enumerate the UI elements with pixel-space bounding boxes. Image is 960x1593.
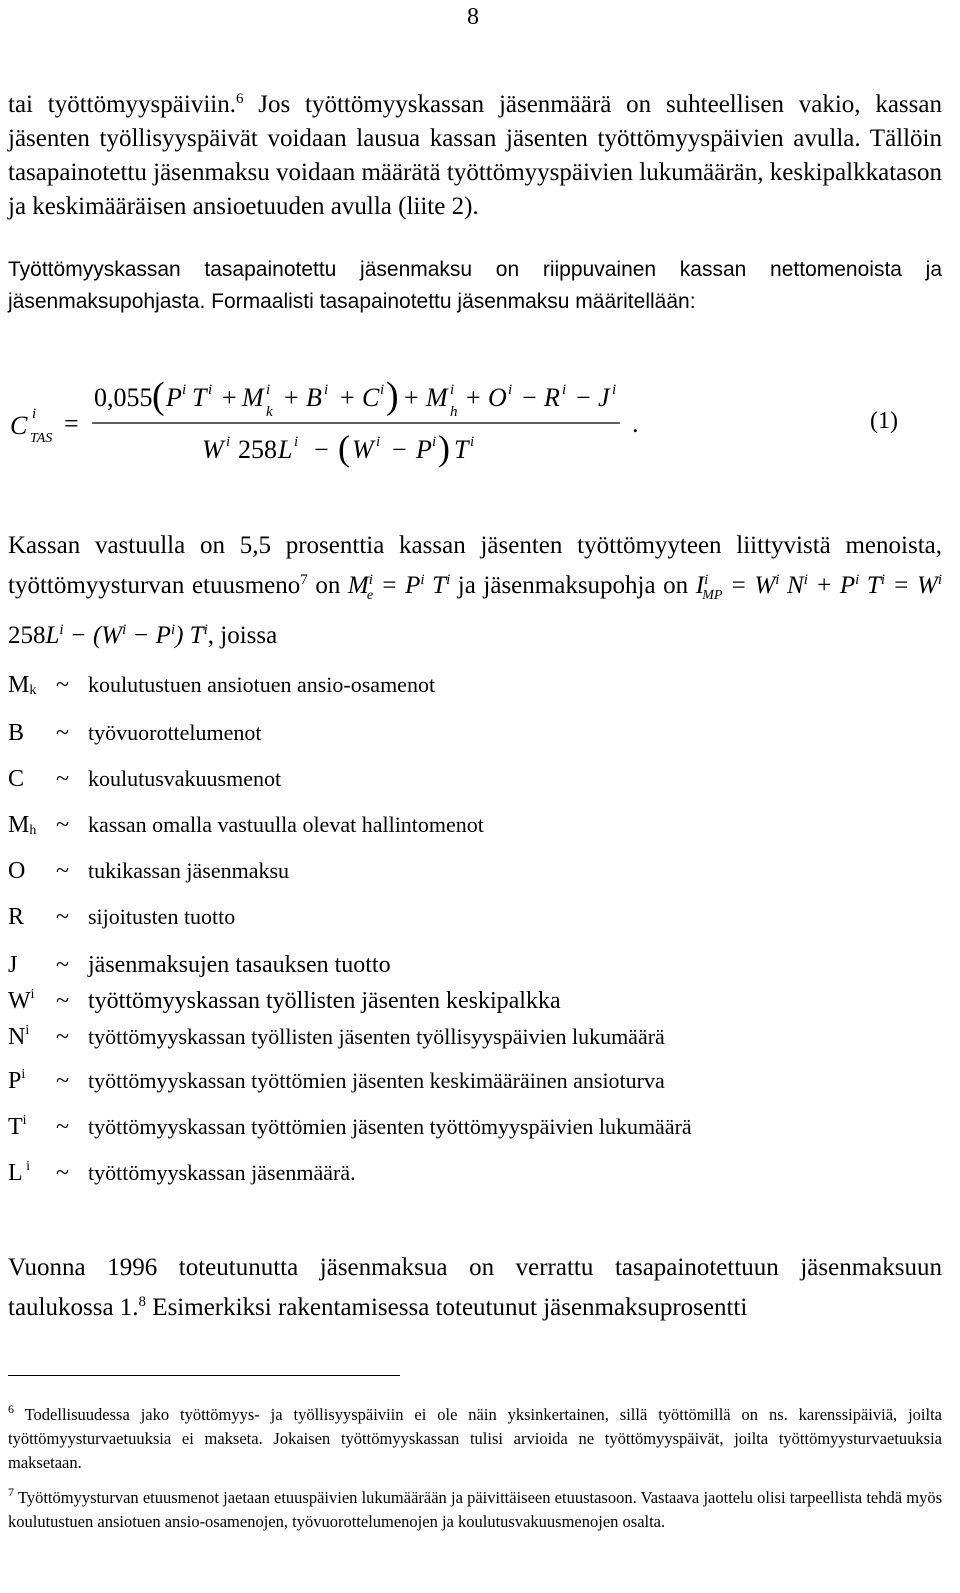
symbol-letter: N	[8, 1024, 26, 1050]
definition-symbol	[8, 1068, 25, 1095]
definition-description: sijoitusten tuotto	[88, 904, 236, 929]
definition-symbol	[8, 1024, 29, 1051]
sup-i: i	[294, 434, 299, 450]
tilde-separator: ~	[56, 766, 69, 792]
paren-close: )	[438, 428, 450, 468]
tilde-separator: ~	[56, 1114, 69, 1140]
sup-i: i	[450, 382, 455, 398]
symbol-letter: R	[8, 904, 25, 930]
eq-num-r: R	[544, 383, 560, 412]
definition-symbol	[8, 672, 36, 699]
symbol-superscript: i	[21, 1067, 26, 1082]
equation-formula	[8, 360, 868, 470]
sub-h: h	[450, 404, 458, 420]
symbol-letter: J	[8, 952, 18, 978]
eq-plus: +	[284, 383, 299, 412]
definition-symbol	[8, 858, 25, 885]
sup-i: i	[376, 434, 381, 450]
definition-description: työttömyyskassan työttömien jäsenten työttömyyspäivien lukumäärä	[88, 1114, 692, 1139]
eq-lhs-sub: TAS	[30, 431, 53, 446]
symbol-letter: C	[8, 766, 25, 792]
footnote-text: Todellisuudessa jako työttömyys- ja työllisyyspäiviin ei ole näin yksinkertainen, sillä työttömillä on ns. karenssipäiviä, joilta työttömyysturvaetuuksia ei makseta. Jokaisen työttömyyskassan tulisi arvioida ne työttömyyspäivät, joilta työttömyysturvaetuuksia maksetaan.	[8, 1405, 942, 1472]
tilde-separator: ~	[56, 1024, 69, 1050]
tilde-separator: ~	[56, 672, 69, 698]
definition-symbol	[8, 904, 24, 931]
eq-coefficient: 0,055	[94, 383, 153, 412]
eq-num-c: C	[362, 383, 380, 412]
eq-den-w: W	[202, 435, 224, 464]
eq-plus: +	[404, 383, 419, 412]
footnote-ref-8[interactable]: 8	[138, 1294, 147, 1310]
explanation-text-1: Kassan vastuulla on 5,5 prosenttia kassan jäsenten työttömyyteen liittyvistä menoista, työttömyysturvan etuusmeno	[8, 532, 942, 599]
definition-description: jäsenmaksujen tasauksen tuotto	[88, 952, 391, 978]
sup-i: i	[612, 382, 617, 398]
tilde-separator: ~	[56, 858, 69, 884]
comparison-text-2: Esimerkiksi rakentamisessa toteutunut jäsenmaksuprosentti	[146, 1294, 748, 1321]
eq-lhs: C	[10, 411, 28, 440]
definition-symbol	[8, 1114, 27, 1141]
eq-num-o: O	[488, 383, 507, 412]
explanation-text-2: on	[307, 572, 348, 599]
eq-period: .	[632, 409, 639, 438]
tilde-separator: ~	[56, 904, 69, 930]
symbol-subscript: h	[29, 823, 37, 838]
definition-description: työttömyyskassan jäsenmäärä.	[88, 1160, 356, 1185]
definition-description: työvuorottelumenot	[88, 720, 262, 745]
definition-symbol	[8, 720, 24, 747]
definition-description: koulutustuen ansiotuen ansio-osamenot	[88, 672, 436, 697]
eq-minus: −	[522, 383, 537, 412]
eq-num-b: B	[306, 383, 322, 412]
tilde-separator: ~	[56, 720, 69, 746]
tilde-separator: ~	[56, 1160, 69, 1186]
eq-lhs-sup: i	[32, 406, 37, 422]
definition-symbol	[8, 812, 36, 839]
symbol-letter: W	[8, 988, 31, 1014]
symbol-superscript: i	[22, 1113, 27, 1128]
sup-i: i	[470, 434, 475, 450]
tilde-separator: ~	[56, 952, 69, 978]
symbol-letter: M	[8, 812, 30, 838]
sup-i: i	[226, 434, 231, 450]
definition-symbol	[8, 952, 17, 979]
explanation-text-3: ja jäsenmaksupohja on	[450, 572, 696, 599]
symbol-letter: T	[8, 1114, 23, 1140]
formula-imp: $I^i_{MP} = W^i$ $N^i + P^i$ $T^i = W^i$ $258L^i - (W^i - P^i)$ $T^i$	[8, 572, 943, 649]
definition-symbol	[8, 766, 24, 793]
eq-plus: +	[222, 383, 237, 412]
footnote-7	[8, 1486, 942, 1534]
eq-plus: +	[466, 383, 481, 412]
paragraph-comparison	[8, 1248, 942, 1328]
symbol-letter: P	[8, 1068, 22, 1094]
symbol-subscript: k	[29, 683, 37, 698]
eq-equals: =	[64, 409, 79, 438]
tilde-separator: ~	[56, 812, 69, 838]
footnote-ref-6[interactable]: 6	[235, 91, 244, 107]
definition-description: työttömyyskassan työttömien jäsenten keskimääräinen ansioturva	[88, 1068, 665, 1093]
definition-symbol	[8, 988, 35, 1015]
symbol-letter: B	[8, 720, 25, 746]
formula-me: $M^i_e = P^i$ $T^i$	[347, 572, 451, 603]
eq-plus: +	[340, 383, 355, 412]
footnote-text: Työttömyysturvan etuusmenot jaetaan etuuspäivien lukumäärään ja päivittäiseen etuustasoon. Vastaava jaottelu olisi tarpeellista tehdä myös koulutustuen ansiotuen ansio-osamenojen, työvuorottelumenojen ja koulutusvakuusmenojen osalta.	[8, 1488, 942, 1531]
equation-block	[8, 360, 942, 470]
paragraph-explanation	[8, 526, 942, 656]
equation-number: (1)	[870, 408, 898, 434]
footnote-separator	[8, 1375, 400, 1376]
sup-i: i	[432, 434, 437, 450]
paragraph-definition-intro: Työttömyyskassan tasapainotettu jäsenmaksu on riippuvainen kassan nettomenoista ja jäsenmaksupohjasta. Formaalisti tasapainotettu jäsenmaksu määritellään:	[8, 258, 942, 313]
symbol-superscript: i	[22, 1159, 31, 1174]
paren-close: )	[386, 375, 399, 417]
sup-i: i	[380, 382, 385, 398]
footnote-ref-7[interactable]: 7	[300, 572, 308, 588]
footnote-number: 7	[8, 1485, 14, 1499]
footnote-6	[8, 1403, 942, 1475]
explanation-text-4: , joissa	[207, 622, 278, 649]
footnote-number: 6	[8, 1402, 14, 1416]
sup-i: i	[324, 382, 329, 398]
eq-num-mk: M	[242, 383, 264, 412]
eq-den-t: T	[454, 435, 469, 464]
symbol-letter: O	[8, 858, 26, 884]
eq-den-l: L	[278, 435, 293, 464]
definition-description: työttömyyskassan työllisten jäsenten työllisyyspäivien lukumäärä	[88, 1024, 665, 1049]
eq-den-w2: W	[352, 435, 374, 464]
definition-description: koulutusvakuusmenot	[88, 766, 282, 791]
eq-den-258: 258	[238, 435, 277, 464]
symbol-letter: M	[8, 672, 30, 698]
eq-num-t: T	[192, 383, 207, 412]
eq-num-mh: M	[426, 383, 448, 412]
paragraph-intro-start: tai työttömyyspäiviin.	[8, 91, 236, 118]
symbol-superscript: i	[25, 1023, 30, 1038]
eq-num-p: P	[166, 383, 182, 412]
page-number: 8	[467, 4, 479, 30]
paragraph-intro-rest: Jos työttömyyskassan jäsenmäärä on suhteellisen vakio, kassan jäsenten työllisyyspäivät voidaan lausua kassan jäsenten työttömyyspäivien avulla. Tällöin tasapainotettu jäsenmaksu voidaan määrätä työttömyyspäivien lukumäärän, keskipalkkatason ja keskimääräisen ansioetuuden avulla (liite 2).	[8, 91, 942, 220]
symbol-letter: L	[8, 1160, 23, 1186]
sub-k: k	[266, 404, 273, 420]
definition-description: kassan omalla vastuulla olevat hallintomenot	[88, 812, 484, 837]
eq-minus: −	[392, 435, 407, 464]
tilde-separator: ~	[56, 988, 69, 1014]
symbol-superscript: i	[30, 987, 35, 1002]
tilde-separator: ~	[56, 1068, 69, 1094]
paragraph-intro	[8, 88, 942, 224]
eq-minus: −	[314, 435, 329, 464]
comparison-text-1: Vuonna 1996 toteutunutta jäsenmaksua on verrattu tasapainotettuun jäsenmaksuun taulukossa 1.	[8, 1254, 942, 1321]
definition-symbol	[8, 1160, 30, 1187]
eq-den-p: P	[416, 435, 432, 464]
sup-i: i	[182, 382, 187, 398]
sup-i: i	[508, 382, 513, 398]
paren-open: (	[152, 375, 165, 417]
paren-open: (	[338, 428, 350, 468]
definition-description: työttömyyskassan työllisten jäsenten keskipalkka	[88, 988, 561, 1014]
sup-i: i	[266, 382, 271, 398]
definition-description: tukikassan jäsenmaksu	[88, 858, 290, 883]
eq-minus: −	[576, 383, 591, 412]
sup-i: i	[208, 382, 213, 398]
eq-num-j: J	[598, 383, 610, 412]
sup-i: i	[562, 382, 567, 398]
